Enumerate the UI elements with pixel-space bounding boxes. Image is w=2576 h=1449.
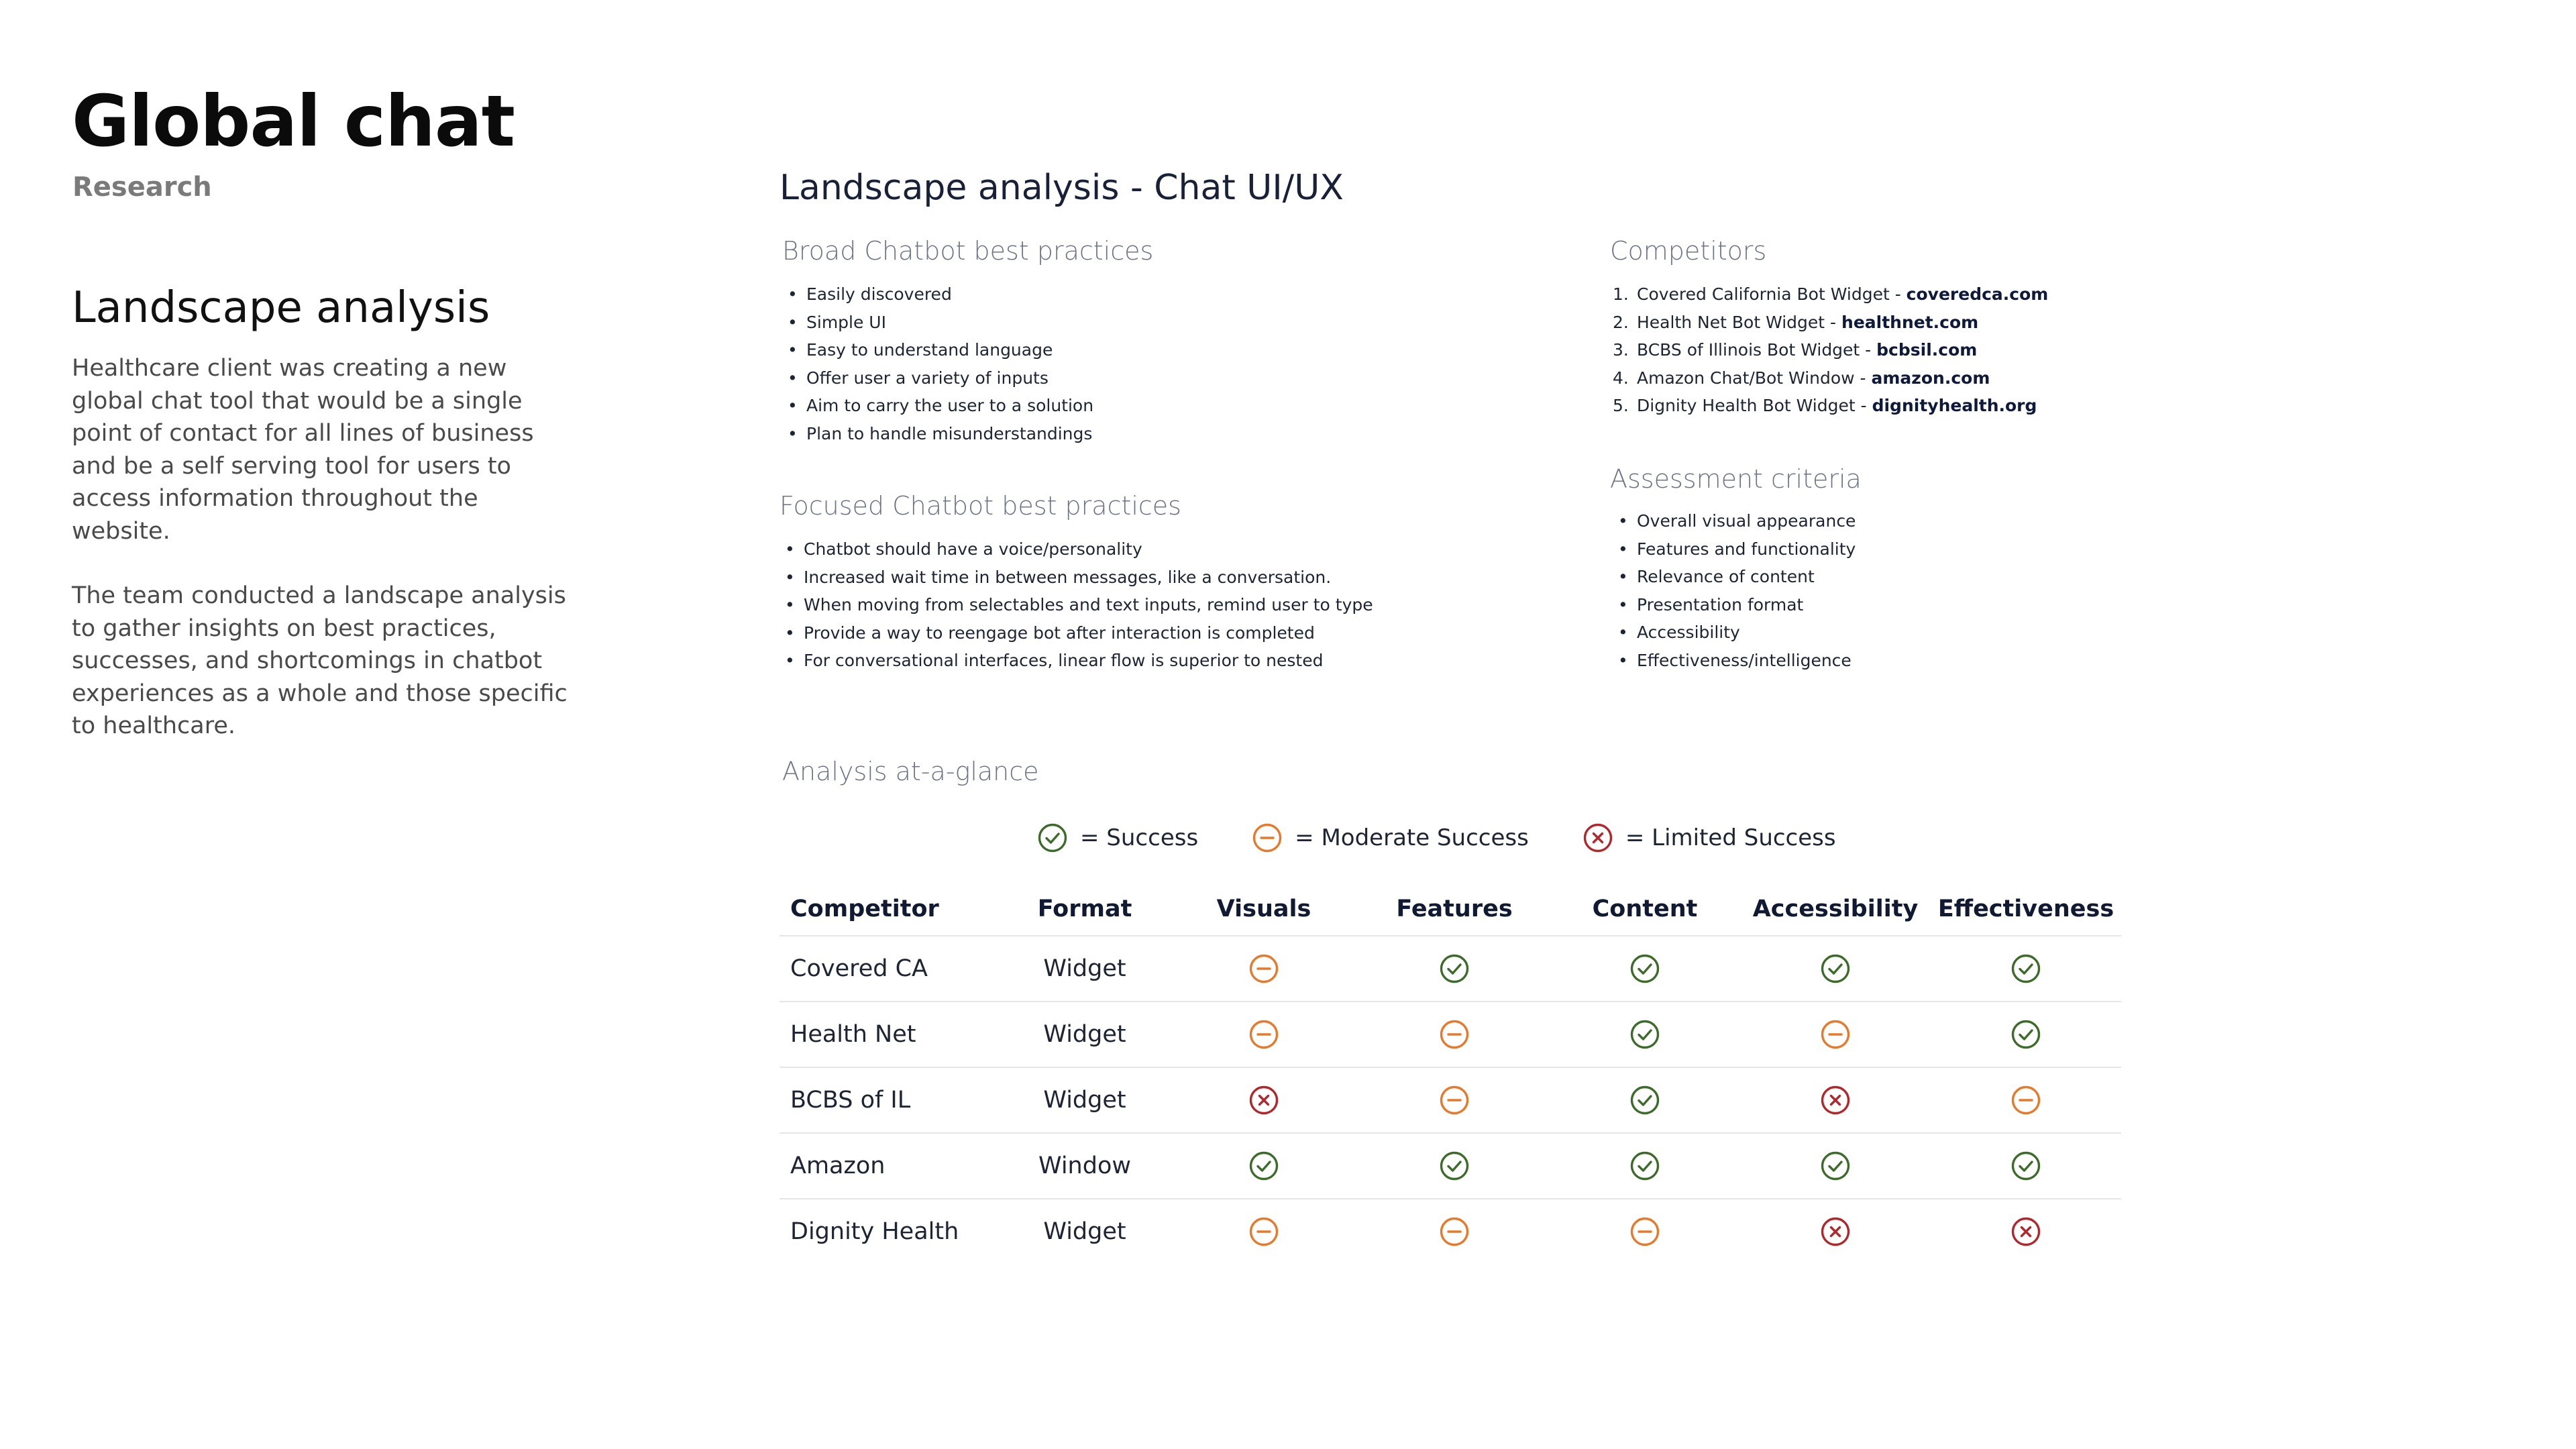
rating-cell <box>1931 1002 2121 1067</box>
competitor-item: 5. Dignity Health Bot Widget - dignityhealth.org <box>1613 396 2037 415</box>
competitor-site: dignityhealth.org <box>1872 396 2037 415</box>
minus-circle-icon <box>2010 1085 2041 1116</box>
competitor-cell: Health Net <box>780 1002 1001 1067</box>
legend-moderate <box>1252 822 1529 853</box>
rating-cell <box>1931 1199 2121 1264</box>
rating-cell <box>1740 1199 1931 1264</box>
minus-circle-icon <box>1248 953 1279 984</box>
rating-cell <box>1359 1002 1550 1067</box>
rating-cell <box>1740 1002 1931 1067</box>
page-title: Global chat <box>72 80 515 162</box>
table-row <box>780 1133 2121 1199</box>
column-header: Competitor <box>790 896 939 922</box>
competitor-item: 2. Health Net Bot Widget - healthnet.com <box>1613 312 1979 332</box>
list-item: • Increased wait time in between messages, like a conversation. <box>780 564 1373 592</box>
minus-circle-icon <box>1439 1216 1470 1247</box>
column-header: Visuals <box>1216 896 1311 922</box>
check-circle-icon <box>2010 1150 2041 1181</box>
list-item: • Accessibility <box>1613 619 1856 647</box>
check-circle-icon <box>1629 953 1660 984</box>
check-circle-icon <box>1820 953 1851 984</box>
column-header: Features <box>1396 896 1513 922</box>
intro-paragraph: The team conducted a landscape analysis to gather insights on best practices, successes, and shortcomings in chatbot experiences as a whole and those specific to healthcare. <box>72 582 568 739</box>
list-item: • Relevance of content <box>1613 563 1856 591</box>
rating-cell <box>1550 1067 1740 1133</box>
check-circle-icon <box>1037 822 1068 853</box>
x-circle-icon <box>1820 1216 1851 1247</box>
rating-cell <box>1359 936 1550 1002</box>
format-cell: Widget <box>1001 1199 1169 1264</box>
competitor-cell: Covered CA <box>780 936 1001 1002</box>
rating-cell <box>1550 1002 1740 1067</box>
competitor-item: 3. BCBS of Illinois Bot Widget - bcbsil.com <box>1613 340 1978 360</box>
check-circle-icon <box>1439 1150 1470 1181</box>
competitor-site: amazon.com <box>1871 368 1990 388</box>
rating-cell <box>1169 1133 1359 1199</box>
intro-paragraph: Healthcare client was creating a new global chat tool that would be a single point of contact for all lines of business and be a self serving tool for users to access information throughout the website. <box>72 355 534 545</box>
list-item: • Plan to handle misunderstandings <box>782 420 1093 448</box>
table-row <box>780 936 2121 1002</box>
x-circle-icon <box>1248 1085 1279 1116</box>
format-cell: Window <box>1001 1133 1169 1199</box>
legend-label: = Moderate Success <box>1295 824 1529 851</box>
rating-cell <box>1359 1067 1550 1133</box>
minus-circle-icon <box>1629 1216 1660 1247</box>
check-circle-icon <box>1629 1019 1660 1050</box>
competitor-site: coveredca.com <box>1906 284 2049 304</box>
column-header: Format <box>1037 896 1132 922</box>
intro-heading: Landscape analysis <box>72 283 490 333</box>
check-circle-icon <box>1629 1150 1660 1181</box>
rating-cell <box>1931 936 2121 1002</box>
list-item: • Easily discovered <box>782 280 1093 309</box>
competitor-cell: BCBS of IL <box>780 1067 1001 1133</box>
list-item: • Overall visual appearance <box>1613 507 1856 535</box>
rating-cell <box>1169 1199 1359 1264</box>
check-circle-icon <box>2010 1019 2041 1050</box>
rating-cell <box>1359 1133 1550 1199</box>
competitor-site: healthnet.com <box>1841 312 1979 332</box>
column-header: Effectiveness <box>1937 896 2114 922</box>
competitor-cell: Amazon <box>780 1133 1001 1199</box>
minus-circle-icon <box>1439 1085 1470 1116</box>
competitor-item: 4. Amazon Chat/Bot Window - amazon.com <box>1613 368 1990 388</box>
glance-heading: Analysis at-a-glance <box>782 757 1039 786</box>
x-circle-icon <box>1820 1085 1851 1116</box>
focused-heading: Focused Chatbot best practices <box>780 491 1181 521</box>
list-item: • Presentation format <box>1613 591 1856 619</box>
minus-circle-icon <box>1252 822 1283 853</box>
list-item: • Chatbot should have a voice/personality <box>780 535 1373 564</box>
format-cell: Widget <box>1001 936 1169 1002</box>
check-circle-icon <box>1820 1150 1851 1181</box>
check-circle-icon <box>1439 953 1470 984</box>
legend-label: = Success <box>1080 824 1199 851</box>
list-item: • For conversational interfaces, linear flow is superior to nested <box>780 647 1373 675</box>
minus-circle-icon <box>1248 1019 1279 1050</box>
page-subtitle: Research <box>72 172 212 203</box>
rating-cell <box>1359 1199 1550 1264</box>
list-item: • Easy to understand language <box>782 336 1093 364</box>
list-item: • Simple UI <box>782 309 1093 337</box>
list-item: • Effectiveness/intelligence <box>1613 647 1856 675</box>
x-circle-icon <box>1582 822 1613 853</box>
rating-cell <box>1740 1133 1931 1199</box>
table-row <box>780 1199 2121 1264</box>
format-cell: Widget <box>1001 1002 1169 1067</box>
check-circle-icon <box>1248 1150 1279 1181</box>
focused-list <box>780 535 1373 675</box>
rating-cell <box>1931 1133 2121 1199</box>
rating-cell <box>1169 1002 1359 1067</box>
column-header: Accessibility <box>1752 896 1919 922</box>
list-item: • Features and functionality <box>1613 535 1856 564</box>
minus-circle-icon <box>1820 1019 1851 1050</box>
legend-success <box>1037 822 1198 853</box>
column-header: Content <box>1592 896 1698 922</box>
competitors-heading: Competitors <box>1610 236 1767 266</box>
rating-cell <box>1931 1067 2121 1133</box>
competitors-list <box>1613 280 2048 420</box>
list-item: • Offer user a variety of inputs <box>782 364 1093 392</box>
minus-circle-icon <box>1439 1019 1470 1050</box>
x-circle-icon <box>2010 1216 2041 1247</box>
legend-limited <box>1582 822 1836 853</box>
check-circle-icon <box>2010 953 2041 984</box>
broad-list <box>782 280 1093 447</box>
broad-heading: Broad Chatbot best practices <box>782 236 1154 266</box>
table-row <box>780 1002 2121 1067</box>
doc-title: Landscape analysis - Chat UI/UX <box>780 168 1344 208</box>
rating-cell <box>1550 936 1740 1002</box>
criteria-heading: Assessment criteria <box>1610 464 1862 494</box>
rating-cell <box>1740 1067 1931 1133</box>
check-circle-icon <box>1629 1085 1660 1116</box>
table-header-row <box>780 883 2121 936</box>
rating-cell <box>1169 1067 1359 1133</box>
minus-circle-icon <box>1248 1216 1279 1247</box>
list-item: • Provide a way to reengage bot after interaction is completed <box>780 619 1373 647</box>
criteria-list <box>1613 507 1856 674</box>
rating-cell <box>1550 1133 1740 1199</box>
list-item: • When moving from selectables and text inputs, remind user to type <box>780 591 1373 619</box>
rating-cell <box>1550 1199 1740 1264</box>
analysis-table <box>780 883 2121 1264</box>
table-row <box>780 1067 2121 1133</box>
intro-body <box>72 352 582 775</box>
rating-cell <box>1169 936 1359 1002</box>
competitor-site: bcbsil.com <box>1876 340 1978 360</box>
rating-cell <box>1740 936 1931 1002</box>
list-item: • Aim to carry the user to a solution <box>782 392 1093 420</box>
competitor-item: 1. Covered California Bot Widget - coveredca.com <box>1613 284 2049 304</box>
status-legend <box>1037 822 1836 853</box>
format-cell: Widget <box>1001 1067 1169 1133</box>
legend-label: = Limited Success <box>1625 824 1836 851</box>
competitor-cell: Dignity Health <box>780 1199 1001 1264</box>
